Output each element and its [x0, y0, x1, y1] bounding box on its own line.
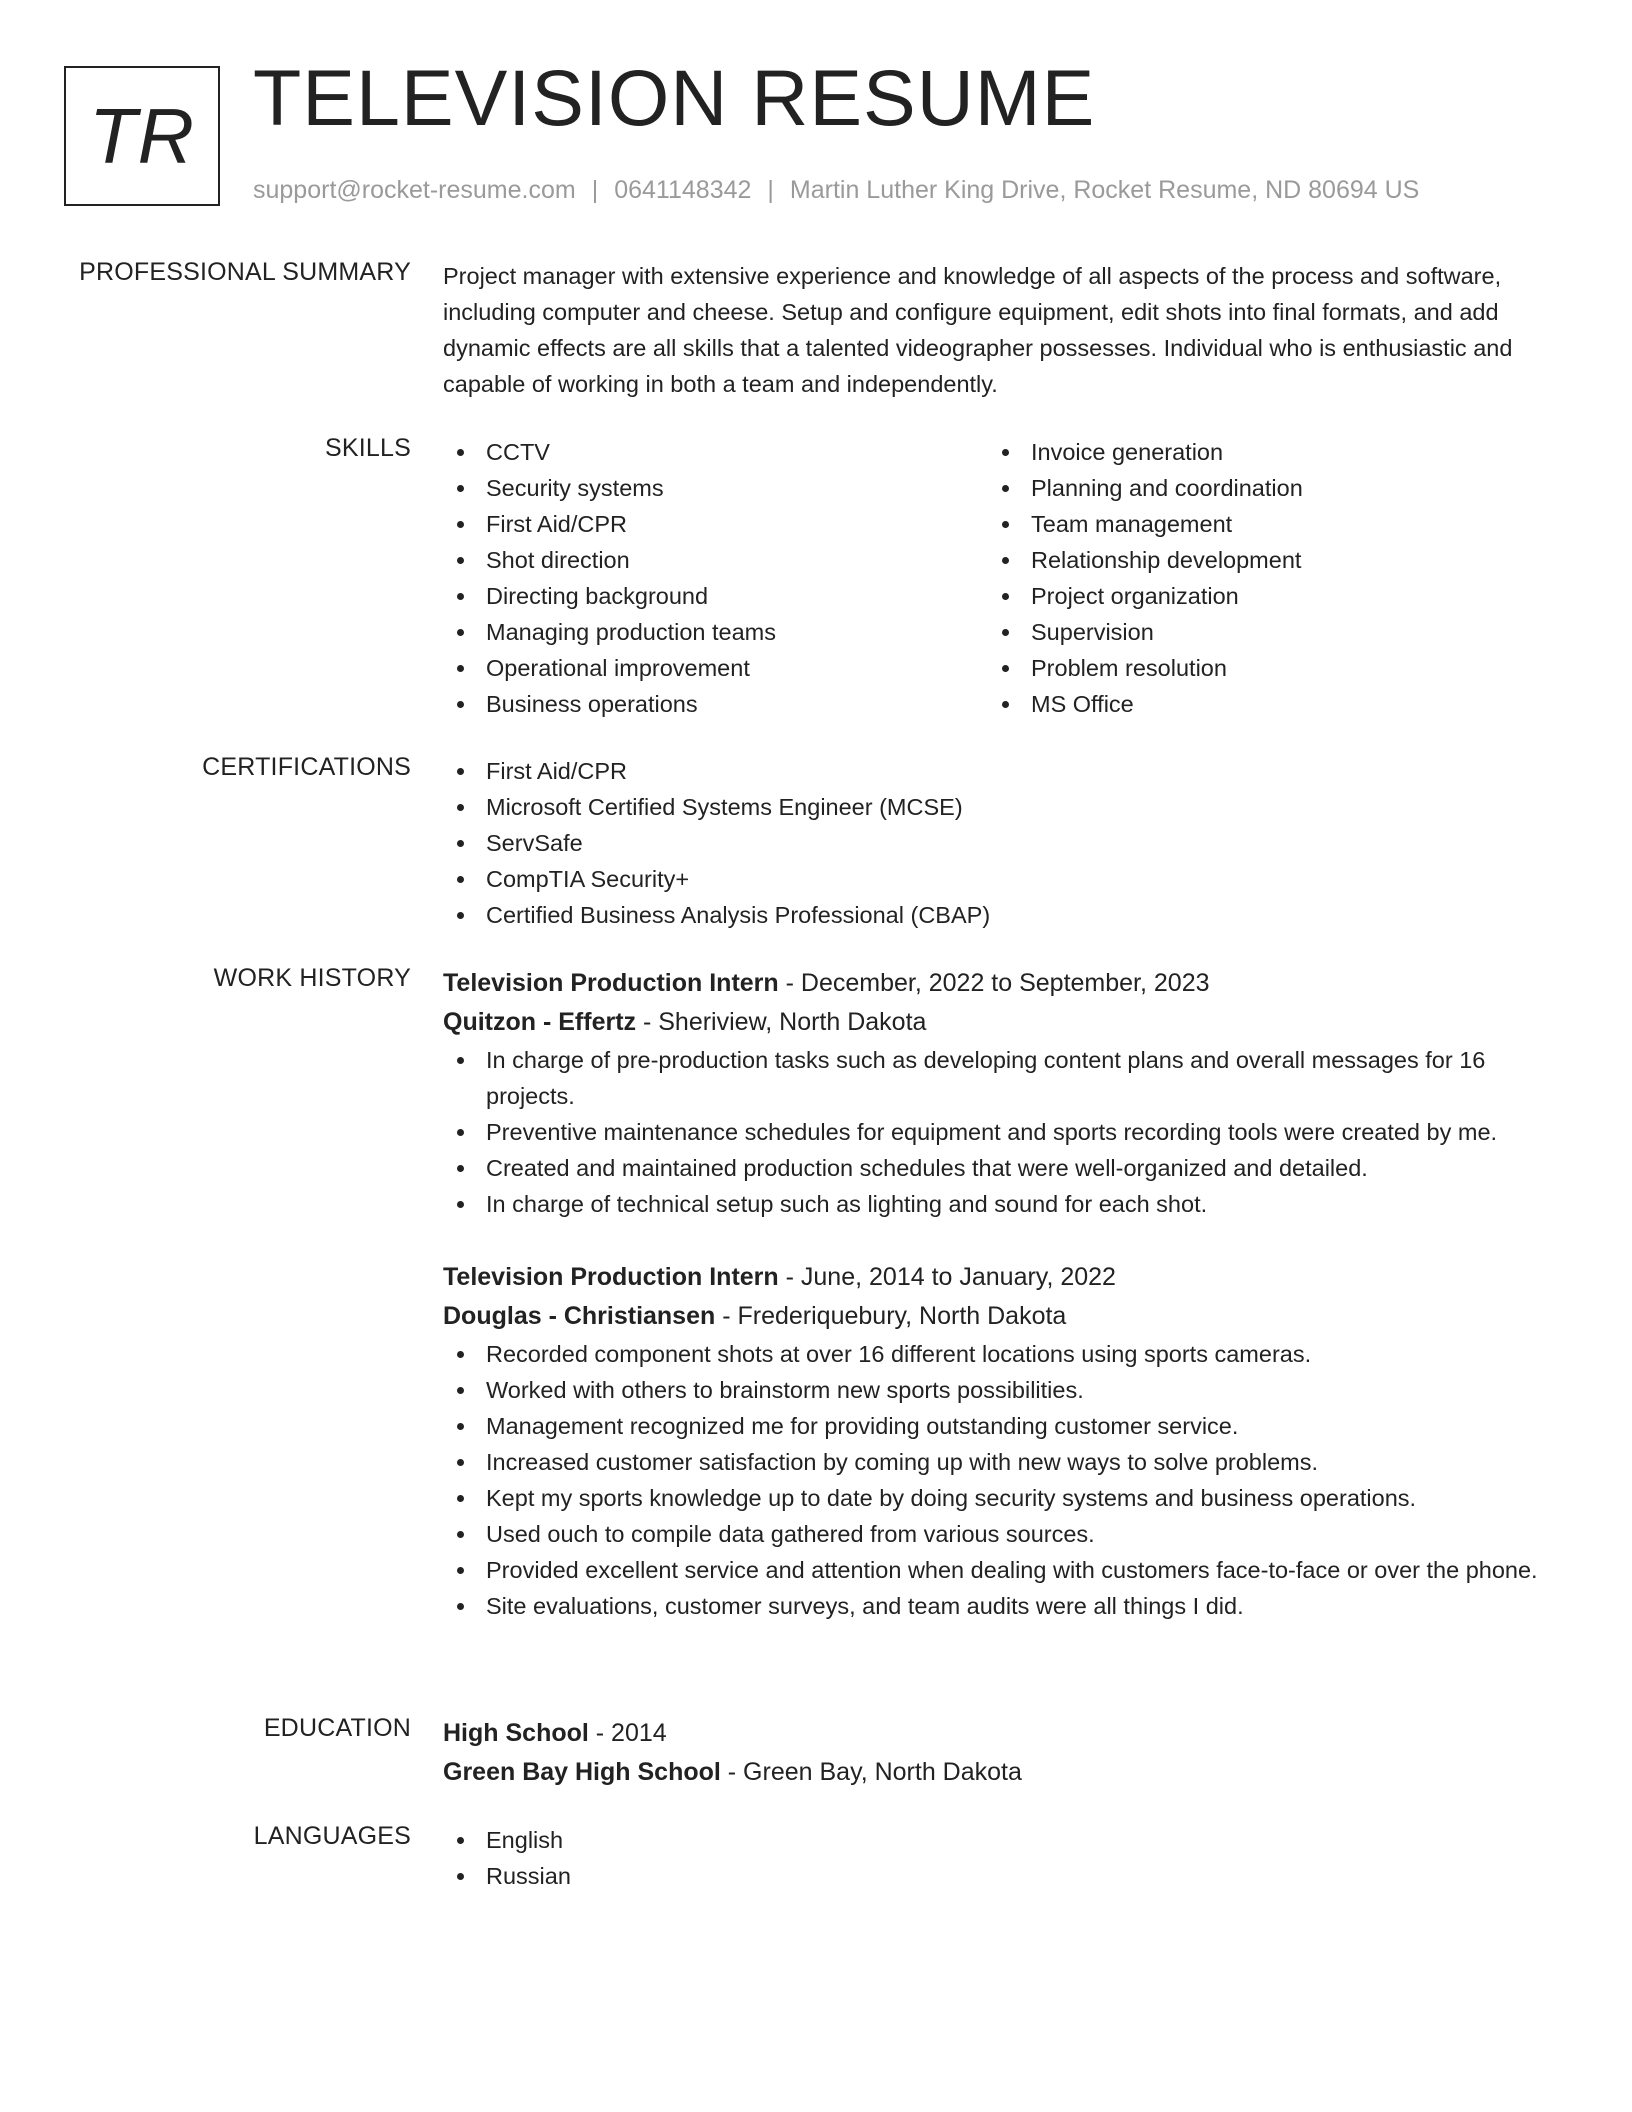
job-dates: - December, 2022 to September, 2023 [778, 969, 1210, 997]
contact-line [253, 176, 1419, 205]
job-company: Douglas - Christiansen [443, 1302, 716, 1330]
job-title-line [443, 964, 1553, 1003]
skill-item: CCTV [443, 434, 988, 470]
job-bullet: In charge of technical setup such as lighting and sound for each shot. [443, 1186, 1553, 1222]
section-label-skills: SKILLS [325, 434, 411, 462]
job-bullet-list [443, 1336, 1553, 1624]
job-bullet: Worked with others to brainstorm new sports possibilities. [443, 1372, 1553, 1408]
section-label-summary: PROFESSIONAL SUMMARY [79, 258, 411, 286]
skills-list-left [443, 434, 988, 722]
skill-item: Supervision [988, 614, 1533, 650]
skill-item: Problem resolution [988, 650, 1533, 686]
job-dates: - June, 2014 to January, 2022 [778, 1263, 1116, 1291]
skill-item: Relationship development [988, 542, 1533, 578]
job-bullet-list [443, 1042, 1553, 1222]
skill-item: Invoice generation [988, 434, 1533, 470]
skill-item: Business operations [443, 686, 988, 722]
job-location: - Frederiquebury, North Dakota [715, 1302, 1067, 1330]
section-label-languages: LANGUAGES [253, 1822, 411, 1850]
skill-item: Operational improvement [443, 650, 988, 686]
summary-text: Project manager with extensive experience and knowledge of all aspects of the process and software, including computer and cheese. Setup and configure equipment, edit shots into final formats, and add dynamic effects are all skills that a talented videographer possesses. Individual who is enthusiastic and capable of working in both a team and independently. [443, 263, 1513, 397]
job-title: Television Production Intern [443, 969, 779, 997]
job-company-line [443, 1003, 1553, 1042]
education-year: - 2014 [588, 1719, 667, 1747]
skills-column-right [988, 434, 1533, 722]
education-school-line [443, 1753, 1553, 1792]
contact-phone[interactable]: 0641148342 [614, 176, 752, 204]
job-bullet: Increased customer satisfaction by coming up with new ways to solve problems. [443, 1444, 1553, 1480]
certifications-body [443, 753, 1553, 933]
job-company-line [443, 1297, 1553, 1336]
education-school: Green Bay High School [443, 1758, 721, 1786]
monogram-initials: TR [89, 92, 195, 180]
job-bullet: Provided excellent service and attention when dealing with customers face-to-face or over the phone. [443, 1552, 1553, 1588]
resume-title: TELEVISION RESUME [253, 53, 1096, 142]
skill-item: MS Office [988, 686, 1533, 722]
contact-address: Martin Luther King Drive, Rocket Resume, ND 80694 US [789, 176, 1420, 204]
contact-separator: | [591, 176, 599, 204]
education-body [443, 1714, 1553, 1792]
contact-separator: | [767, 176, 774, 204]
skill-item: Directing background [443, 578, 988, 614]
work-history-body [443, 964, 1553, 1624]
skill-item: Planning and coordination [988, 470, 1533, 506]
language-item: Russian [443, 1858, 1553, 1894]
skill-item: Security systems [443, 470, 988, 506]
education-degree: High School [443, 1719, 589, 1747]
certification-item: First Aid/CPR [443, 753, 1553, 789]
monogram-box [64, 66, 220, 206]
language-item: English [443, 1822, 1553, 1858]
job-entry [443, 1258, 1553, 1624]
job-bullet: Used ouch to compile data gathered from various sources. [443, 1516, 1553, 1552]
education-location: - Green Bay, North Dakota [720, 1758, 1022, 1786]
certifications-list [443, 753, 1553, 933]
section-label-certifications: CERTIFICATIONS [202, 753, 411, 781]
skill-item: First Aid/CPR [443, 506, 988, 542]
job-bullet: Preventive maintenance schedules for equipment and sports recording tools were created by me. [443, 1114, 1553, 1150]
job-entry [443, 964, 1553, 1222]
job-title: Television Production Intern [443, 1263, 779, 1291]
job-company: Quitzon - Effertz [443, 1008, 637, 1036]
job-bullet: Kept my sports knowledge up to date by doing security systems and business operations. [443, 1480, 1553, 1516]
certification-item: CompTIA Security+ [443, 861, 1553, 897]
summary-body [443, 258, 1553, 402]
job-title-line [443, 1258, 1553, 1297]
job-bullet: Site evaluations, customer surveys, and team audits were all things I did. [443, 1588, 1553, 1624]
skill-item: Managing production teams [443, 614, 988, 650]
certification-item: ServSafe [443, 825, 1553, 861]
certification-item: Certified Business Analysis Professional (CBAP) [443, 897, 1553, 933]
skill-item: Project organization [988, 578, 1533, 614]
section-label-education: EDUCATION [263, 1714, 411, 1742]
skills-body [443, 434, 1553, 722]
section-label-work-history: WORK HISTORY [213, 964, 411, 992]
contact-email[interactable]: support@rocket-resume.com [253, 176, 576, 204]
certification-item: Microsoft Certified Systems Engineer (MCSE) [443, 789, 1553, 825]
skills-column-left [443, 434, 988, 722]
job-location: - Sheriview, North Dakota [636, 1008, 927, 1036]
job-bullet: In charge of pre-production tasks such as developing content plans and overall messages for 16 projects. [443, 1042, 1553, 1114]
skill-item: Team management [988, 506, 1533, 542]
job-bullet: Recorded component shots at over 16 different locations using sports cameras. [443, 1336, 1553, 1372]
job-bullet: Created and maintained production schedules that were well-organized and detailed. [443, 1150, 1553, 1186]
skills-list-right [988, 434, 1533, 722]
skill-item: Shot direction [443, 542, 988, 578]
languages-list [443, 1822, 1553, 1894]
education-degree-line [443, 1714, 1553, 1753]
job-bullet: Management recognized me for providing outstanding customer service. [443, 1408, 1553, 1444]
languages-body [443, 1822, 1553, 1894]
